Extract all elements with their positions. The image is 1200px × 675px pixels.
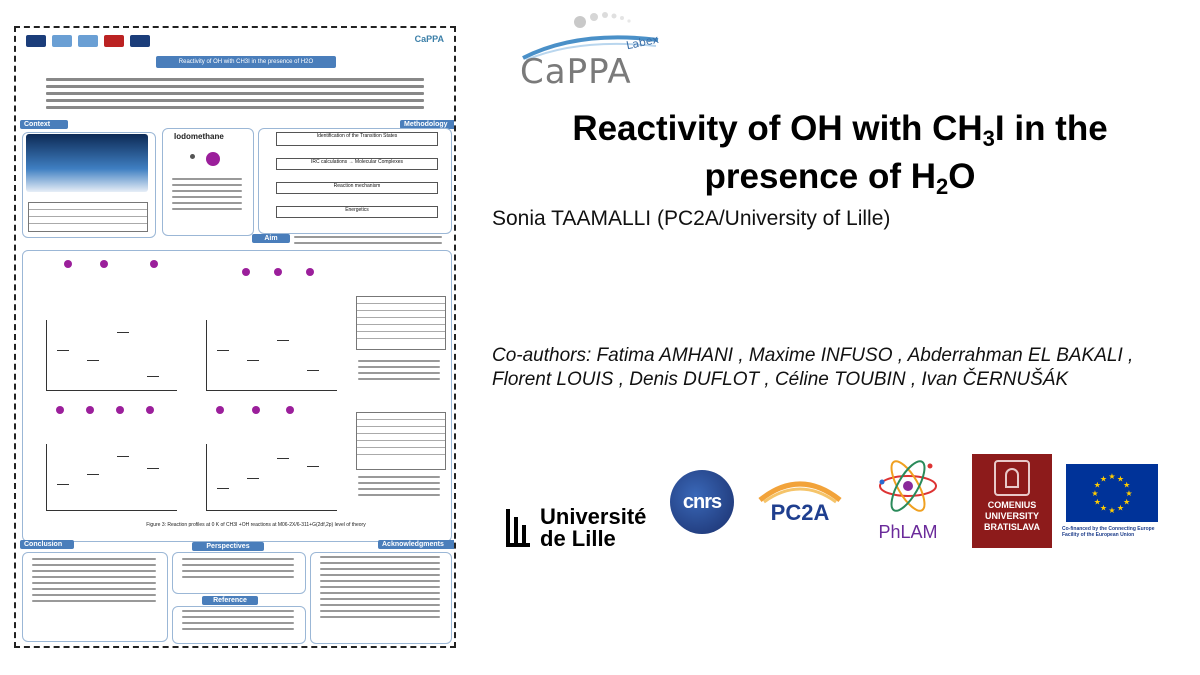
- molecule-atom: [216, 406, 224, 414]
- poster-logo: [26, 35, 46, 47]
- poster-section-conclusion: Conclusion: [20, 540, 74, 549]
- pc2a-logo-icon: [754, 474, 846, 528]
- molecule-atom: [86, 406, 94, 414]
- title-text: O: [948, 157, 976, 196]
- pc2a-text: PC2A: [770, 500, 830, 525]
- eu-star-icon: ★: [1093, 480, 1101, 490]
- reaction-profile-chart: [46, 320, 177, 391]
- slide-title: [520, 105, 1160, 201]
- table-1-caption: [352, 356, 446, 384]
- conclusion-text: [26, 554, 162, 606]
- poster-section-context: Context: [20, 120, 68, 129]
- comenius-university-logo: [972, 454, 1052, 548]
- poster-context-table: [28, 202, 148, 232]
- poster-section-methodology: Methodology: [400, 120, 456, 129]
- reaction-profile-chart: [206, 444, 337, 511]
- molecule-atom: [100, 260, 108, 268]
- poster-section-perspectives: Perspectives: [192, 542, 264, 551]
- cnrs-logo: cnrs: [670, 470, 734, 534]
- carbon-atom: [190, 154, 195, 159]
- presenter-name: Sonia TAAMALLI (PC2A/University of Lille): [492, 207, 891, 230]
- coauthors-line: Florent LOUIS , Denis DUFLOT , Céline TOUBIN , Ivan ČERNUŠÁK: [492, 369, 1069, 390]
- coauthors: [492, 344, 1192, 392]
- iodomethane-label: Iodomethane: [174, 132, 224, 141]
- eu-star-icon: ★: [1123, 497, 1131, 507]
- eu-star-icon: ★: [1116, 503, 1125, 513]
- poster-cappa-logo: CaPPA: [414, 34, 444, 44]
- molecule-atom: [306, 268, 314, 276]
- acknowledgments-text: [314, 552, 446, 622]
- molecule-atom: [286, 406, 294, 414]
- universite-de-lille-logo: [506, 478, 646, 578]
- molecule-atom: [146, 406, 154, 414]
- molecule-atom: [56, 406, 64, 414]
- comenius-line: UNIVERSITY: [984, 511, 1039, 521]
- poster-section-reference: Reference: [202, 596, 258, 605]
- eu-star-icon: ★: [1099, 474, 1108, 484]
- title-text: I in the: [994, 109, 1108, 148]
- comenius-line: BRATISLAVA: [984, 522, 1040, 532]
- flow-step: Identification of the Transition States: [276, 132, 438, 146]
- poster-logo: [130, 35, 150, 47]
- eu-caption: Co-financed by the Connecting Europe Facility of the European Union: [1062, 526, 1155, 538]
- atmosphere-diagram: [26, 134, 148, 192]
- poster-logo: [52, 35, 72, 47]
- table-1: [356, 296, 446, 350]
- lille-line: Université: [540, 504, 647, 529]
- flow-step: IRC calculations → Molecular Complexes: [276, 158, 438, 170]
- eu-star-icon: ★: [1091, 489, 1099, 498]
- eu-star-icon: ★: [1093, 497, 1101, 507]
- lille-line: de Lille: [540, 526, 616, 551]
- eu-star-icon: ★: [1125, 489, 1133, 498]
- coauthors-line: Co-authors: Fatima AMHANI , Maxime INFUSO , Abderrahman EL BAKALI ,: [492, 345, 1134, 366]
- poster-logo: [78, 35, 98, 47]
- poster-section-aim: Aim: [252, 234, 290, 243]
- flow-step: Energetics: [276, 206, 438, 218]
- perspectives-text: [176, 554, 300, 582]
- molecule-atom: [64, 260, 72, 268]
- poster-logos: [26, 34, 150, 48]
- table-2: [356, 412, 446, 470]
- poster-thumbnail: [14, 26, 456, 648]
- molecule-atom: [274, 268, 282, 276]
- poster-title: Reactivity of OH with CH3I in the presence of H2O: [156, 56, 336, 68]
- comenius-seal-icon: [994, 460, 1030, 496]
- molecule-atom: [150, 260, 158, 268]
- cappa-logo-text: CaPPA: [520, 52, 632, 92]
- lille-mark-icon: [506, 509, 532, 547]
- title-text: Reactivity of OH with CH: [572, 109, 983, 148]
- eu-flag-icon: [1066, 464, 1158, 522]
- comenius-line: COMENIUS: [987, 500, 1037, 510]
- molecule-atom: [252, 406, 260, 414]
- figure-3-caption: Figure 3: Reaction profiles at 0 K of CH3I +OH reactions at M06-2X/6-311+G(2df,2p) level of theory: [146, 522, 366, 528]
- reference-text: [176, 606, 300, 634]
- eu-star-icon: ★: [1108, 506, 1116, 515]
- iodomethane-text: [166, 174, 248, 214]
- iodine-atom: [206, 152, 220, 166]
- eu-star-icon: ★: [1108, 472, 1116, 481]
- molecule-atom: [116, 406, 124, 414]
- reaction-profile-chart: [46, 444, 177, 511]
- table-2-caption: [352, 472, 446, 500]
- phlam-text: PhLAM: [878, 522, 938, 542]
- poster-logo: [104, 35, 124, 47]
- title-subscript: 3: [982, 126, 995, 151]
- labex-label: Labex: [625, 32, 660, 53]
- eu-star-icon: ★: [1099, 503, 1108, 513]
- reaction-profile-chart: [206, 320, 337, 391]
- phlam-logo-icon: [872, 454, 944, 546]
- eu-star-icon: ★: [1116, 474, 1125, 484]
- flow-step: Reaction mechanism: [276, 182, 438, 194]
- poster-section-acknowledgments: Acknowledgments: [378, 540, 456, 549]
- title-subscript: 2: [935, 174, 949, 199]
- molecule-atom: [242, 268, 250, 276]
- poster-authors: [26, 74, 444, 114]
- aim-text: [288, 232, 448, 248]
- title-text: presence of H: [704, 157, 936, 196]
- eu-star-icon: ★: [1123, 480, 1131, 490]
